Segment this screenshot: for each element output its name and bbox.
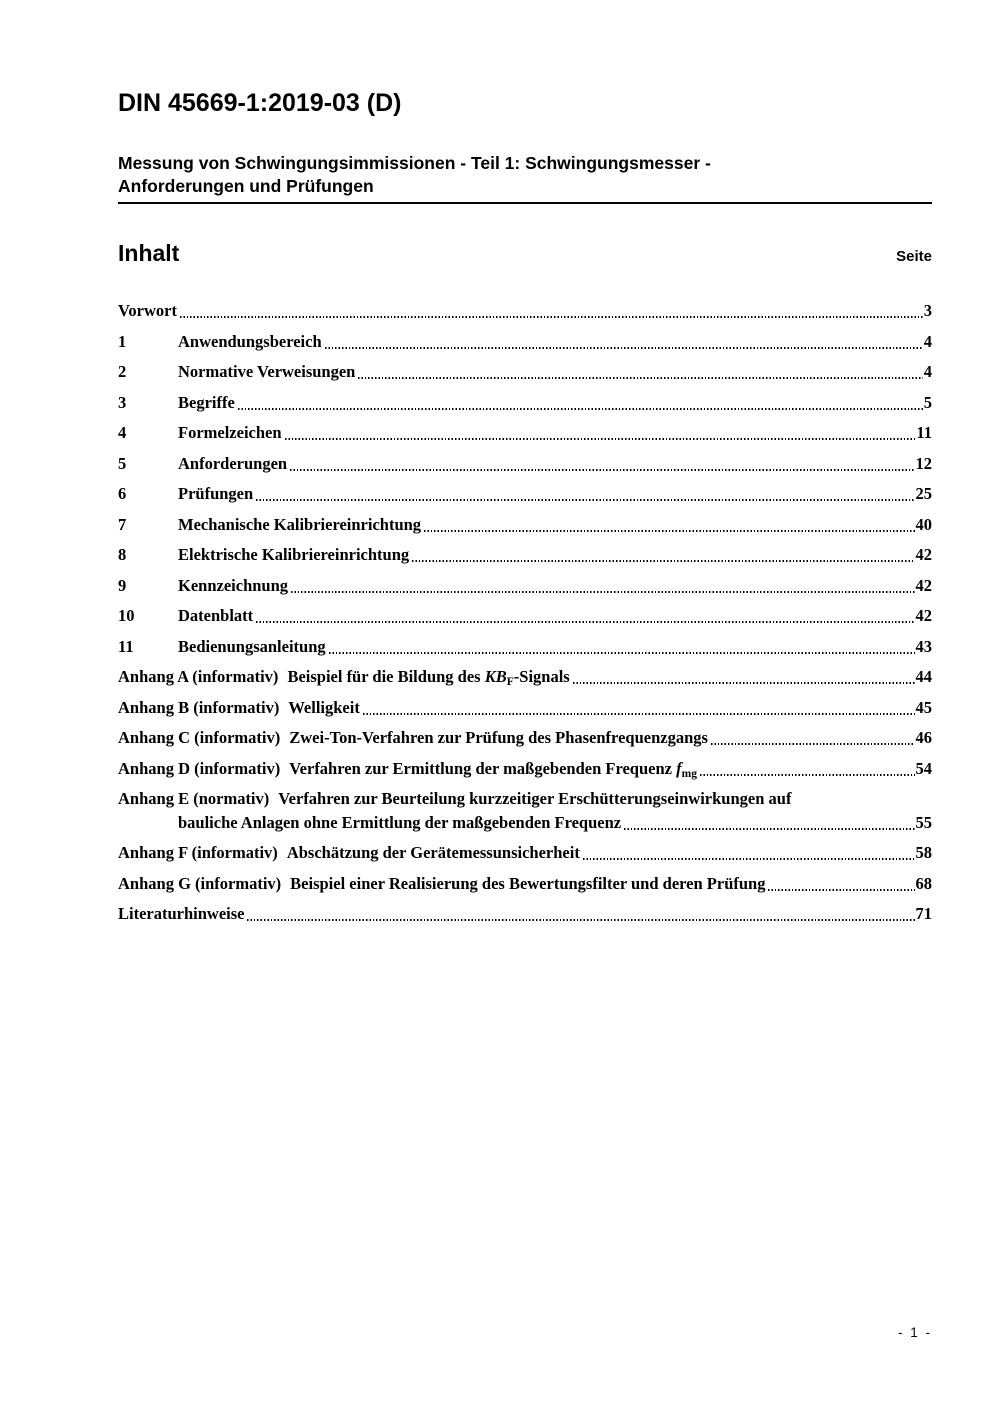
toc-entry-page: 58 [915, 843, 932, 862]
toc-entry-label: Prüfungen [178, 484, 254, 503]
toc-entry-label: Anwendungsbereich [178, 331, 322, 351]
toc-entry-11 [118, 636, 932, 657]
toc-entry-10 [118, 605, 932, 626]
toc-entry-label: Formelzeichen [178, 423, 282, 442]
toc-entry-label: Kennzeichnung [178, 575, 289, 595]
dot-leader [573, 682, 915, 684]
annex-title: Welligkeit [288, 697, 360, 717]
toc-entry-page: 54 [915, 758, 932, 778]
toc-entry-page: 68 [915, 873, 932, 893]
toc-entry-page: 11 [916, 423, 932, 442]
toc-entry-anhang-f [118, 842, 932, 863]
toc-entry-anhang-c [118, 727, 932, 748]
toc-entry-page: 43 [915, 636, 932, 656]
annex-title: Beispiel für die Bildung des [287, 667, 485, 686]
toc-entry-label [118, 697, 360, 718]
toc-entry-label: Elektrische Kalibriereinrichtung [178, 545, 410, 564]
dot-leader [412, 560, 914, 562]
doc-id: DIN 45669-1:2019-03 (D) [118, 89, 402, 117]
toc-entry-label [118, 788, 791, 809]
toc-entry-number: 11 [118, 636, 134, 656]
annex-title-suffix: -Signals [513, 667, 570, 686]
toc-entry-number: 4 [118, 423, 127, 442]
annex-prefix: Anhang C (informativ) [118, 728, 281, 747]
toc-entry-page: 12 [915, 453, 932, 473]
dot-leader [238, 408, 923, 410]
annex-symbol: KB [484, 667, 507, 686]
toc-entry-4 [118, 422, 932, 443]
toc-entry-anhang-e-line2 [118, 812, 932, 833]
toc-entry-page: 42 [915, 575, 932, 595]
dot-leader [290, 469, 914, 471]
annex-title: Beispiel einer Realisierung des Bewertungsfilter und deren Prüfung [290, 873, 766, 893]
dot-leader [711, 743, 915, 745]
dot-leader [325, 347, 923, 349]
annex-prefix: Anhang D (informativ) [118, 758, 281, 778]
toc-entry-page: 44 [915, 667, 932, 686]
toc-entry-label: Begriffe [178, 392, 235, 412]
toc-header-row [118, 238, 932, 268]
annex-prefix: Anhang G (informativ) [118, 873, 282, 893]
dot-leader [329, 652, 915, 654]
toc-entry-label: Normative Verweisungen [178, 362, 356, 381]
annex-title: Abschätzung der Gerätemessunsicherheit [286, 843, 580, 862]
toc-entry-number: 2 [118, 362, 127, 381]
toc-entry-3 [118, 392, 932, 413]
toc-entry-page: 4 [923, 331, 932, 351]
toc-heading: Inhalt [118, 240, 180, 266]
toc-entry-1 [118, 331, 932, 352]
annex-prefix: Anhang E (normativ) [118, 789, 270, 808]
footer-page-number: - 1 - [897, 1325, 932, 1340]
annex-prefix: Anhang B (informativ) [118, 697, 280, 717]
dot-leader [256, 621, 914, 623]
toc-entry-page: 46 [915, 728, 932, 747]
dot-leader [180, 316, 923, 318]
toc-entry-label [118, 758, 697, 779]
toc-entry-number: 5 [118, 453, 127, 473]
toc-entry-anhang-a [118, 666, 932, 687]
annex-symbol: f [676, 758, 682, 778]
annex-title: Verfahren zur Beurteilung kurzzeitiger Erschütterungseinwirkungen auf [278, 789, 792, 808]
doc-title-line1: Messung von Schwingungsimmissionen - Teil 1: Schwingungsmesser - [118, 153, 711, 173]
toc-entry-page: 45 [915, 697, 932, 717]
toc-entry-label [118, 873, 765, 894]
dot-leader [256, 499, 914, 501]
toc-entry-vorwort [118, 300, 932, 321]
toc-entry-label [118, 666, 570, 687]
toc-entry-page: 42 [915, 545, 932, 564]
toc-entry-anhang-b [118, 697, 932, 718]
toc-entry-label: Datenblatt [178, 606, 254, 625]
toc-entry-page: 4 [923, 362, 932, 381]
toc-entry-number: 8 [118, 545, 127, 564]
toc-entry-number: 3 [118, 392, 127, 412]
doc-title-line2: Anforderungen und Prüfungen [118, 176, 374, 196]
toc-entry-anhang-d [118, 758, 932, 779]
toc-entry-6 [118, 483, 932, 504]
annex-title: Verfahren zur Ermittlung der maßgebenden Frequenz [289, 758, 677, 778]
toc-entry-page: 71 [915, 904, 932, 923]
annex-title-continuation: bauliche Anlagen ohne Ermittlung der maßgebenden Frequenz [178, 812, 622, 832]
annex-symbol-subscript: mg [681, 767, 697, 780]
toc-entry-label: Vorwort [118, 301, 177, 320]
document-page [118, 0, 932, 934]
toc-entry-page: 25 [915, 484, 932, 503]
toc-entry-number: 1 [118, 331, 127, 351]
toc-entry-label [118, 727, 708, 748]
dot-leader [700, 774, 915, 776]
toc-entry-label: Mechanische Kalibriereinrichtung [178, 514, 422, 534]
toc-entry-2 [118, 361, 932, 382]
toc-entry-label: Anforderungen [178, 453, 288, 473]
dot-leader [424, 530, 914, 532]
toc-entry-number: 7 [118, 514, 127, 534]
annex-prefix: Anhang F (informativ) [118, 843, 278, 862]
toc-entry-page: 40 [915, 514, 932, 534]
annex-title: Zwei-Ton-Verfahren zur Prüfung des Phasenfrequenzgangs [289, 728, 708, 747]
toc-entry-number: 10 [118, 606, 135, 625]
toc-entry-label: Bedienungsanleitung [178, 636, 326, 656]
dot-leader [291, 591, 914, 593]
toc-entry-label [118, 842, 580, 863]
page-column-label: Seite [896, 248, 932, 265]
dot-leader [624, 828, 914, 830]
toc-entry-page: 55 [915, 812, 932, 832]
annex-symbol-subscript: F [506, 676, 514, 688]
toc-entry-label: Literaturhinweise [118, 904, 245, 923]
toc-entry-5 [118, 453, 932, 474]
toc-entry-9 [118, 575, 932, 596]
table-of-contents [118, 300, 932, 924]
dot-leader [583, 858, 915, 860]
toc-entry-literaturhinweise [118, 903, 932, 924]
toc-entry-page: 3 [923, 301, 932, 320]
dot-leader [768, 889, 914, 891]
toc-entry-8 [118, 544, 932, 565]
toc-entry-anhang-e-line1 [118, 788, 932, 809]
toc-entry-page: 5 [923, 392, 932, 412]
toc-entry-number: 9 [118, 575, 127, 595]
toc-entry-7 [118, 514, 932, 535]
toc-entry-anhang-g [118, 873, 932, 894]
dot-leader [363, 713, 915, 715]
toc-entry-number: 6 [118, 484, 127, 503]
toc-entry-page: 42 [915, 606, 932, 625]
dot-leader [358, 377, 922, 379]
annex-prefix: Anhang A (informativ) [118, 667, 279, 686]
doc-title [118, 152, 932, 204]
dot-leader [247, 919, 914, 921]
dot-leader [285, 438, 916, 440]
